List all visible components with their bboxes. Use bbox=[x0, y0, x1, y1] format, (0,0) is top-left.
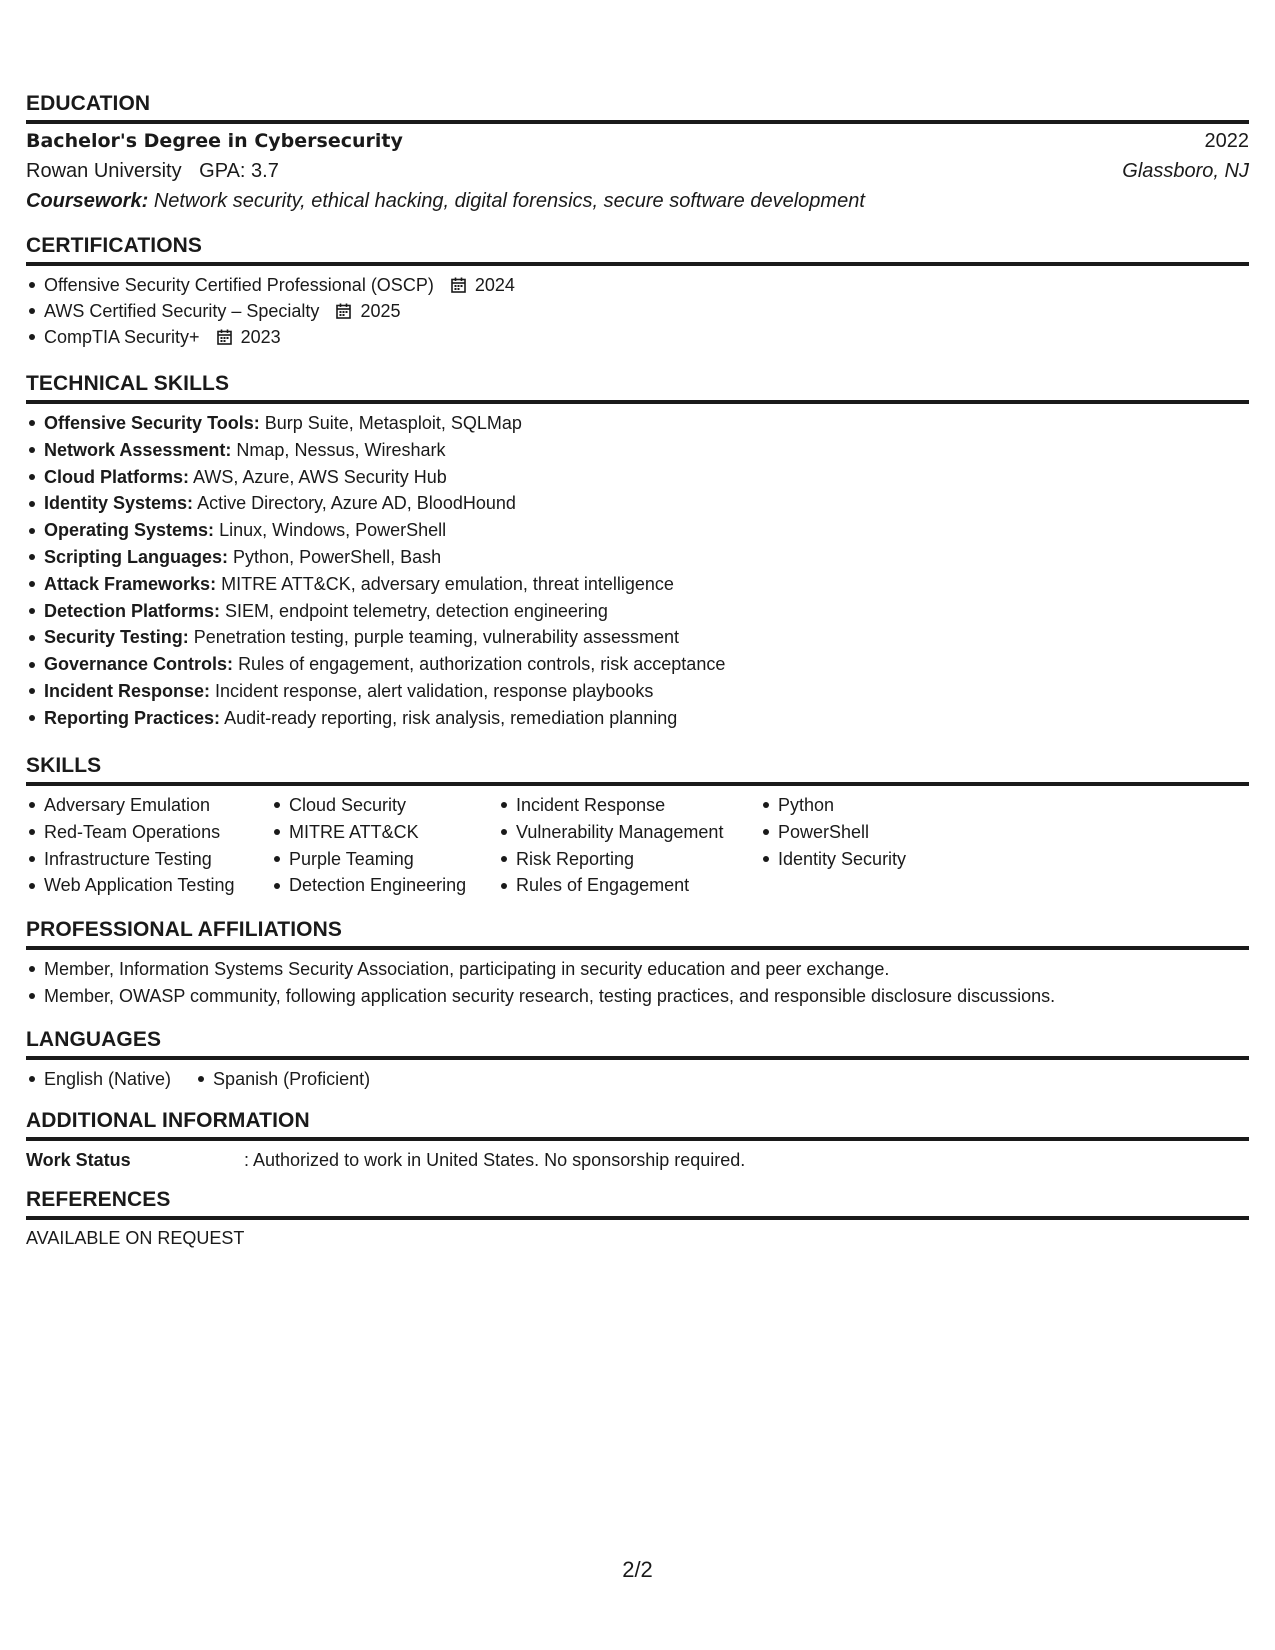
list-item bbox=[26, 598, 1249, 625]
list-item: Purple Teaming bbox=[271, 846, 466, 873]
skill-category-label: Operating Systems: bbox=[44, 520, 215, 541]
list-item: English (Native) bbox=[26, 1066, 171, 1092]
list-item: Identity Security bbox=[760, 846, 906, 873]
list-item: Adversary Emulation bbox=[26, 792, 234, 819]
affiliations-heading: PROFESSIONAL AFFILIATIONS bbox=[26, 918, 1249, 950]
list-item bbox=[26, 624, 1249, 651]
cert-name: Offensive Security Certified Professional (OSCP) bbox=[44, 275, 434, 295]
school-line bbox=[26, 160, 279, 183]
affiliations-list bbox=[26, 956, 1249, 1010]
skill-category-label: Scripting Languages: bbox=[44, 546, 229, 567]
list-item bbox=[26, 437, 1249, 464]
skill-category-value: AWS, Azure, AWS Security Hub bbox=[193, 466, 447, 487]
cert-name: CompTIA Security+ bbox=[44, 327, 200, 347]
page-number: 2/2 bbox=[622, 1557, 653, 1582]
list-item bbox=[26, 678, 1249, 705]
skill-category-value: SIEM, endpoint telemetry, detection engineering bbox=[225, 600, 608, 621]
technical-skills-section bbox=[26, 372, 1249, 732]
skill-category-value: Linux, Windows, PowerShell bbox=[219, 520, 447, 541]
list-item bbox=[26, 571, 1249, 598]
list-item bbox=[26, 410, 1249, 437]
skill-category-value: Nmap, Nessus, Wireshark bbox=[236, 439, 446, 460]
skill-category-label: Identity Systems: bbox=[44, 493, 194, 514]
skill-category-label: Security Testing: bbox=[44, 627, 189, 648]
languages-section bbox=[26, 1028, 1249, 1092]
list-item: Red-Team Operations bbox=[26, 819, 234, 846]
list-item bbox=[26, 464, 1249, 491]
additional-info-section bbox=[26, 1109, 1249, 1173]
skills-section bbox=[26, 754, 1249, 900]
skill-category-label: Offensive Security Tools: bbox=[44, 413, 260, 433]
cert-year: 2025 bbox=[360, 301, 401, 321]
skills-column bbox=[498, 792, 723, 899]
list-item: Risk Reporting bbox=[498, 846, 723, 873]
list-item bbox=[26, 272, 1249, 298]
certifications-heading: CERTIFICATIONS bbox=[26, 234, 1249, 266]
cert-year: 2024 bbox=[474, 275, 515, 295]
list-item: Python bbox=[760, 792, 906, 819]
skill-category-label: Attack Frameworks: bbox=[44, 573, 217, 594]
languages-list bbox=[26, 1066, 1249, 1092]
school-location: Glassboro, NJ bbox=[1122, 160, 1249, 182]
skill-category-label: Governance Controls: bbox=[44, 654, 234, 675]
certifications-list bbox=[26, 272, 1249, 350]
list-item: Infrastructure Testing bbox=[26, 846, 234, 873]
calendar-icon bbox=[217, 329, 232, 345]
additional-info-heading: ADDITIONAL INFORMATION bbox=[26, 1109, 1249, 1141]
list-item: Rules of Engagement bbox=[498, 872, 723, 899]
affiliations-section bbox=[26, 918, 1249, 1010]
skill-category-label: Cloud Platforms: bbox=[44, 466, 190, 487]
skills-grid bbox=[26, 792, 1249, 900]
list-item: Member, OWASP community, following application security research, testing practices, and responsible disclosure discussions. bbox=[26, 983, 1249, 1010]
skill-category-label: Network Assessment: bbox=[44, 439, 232, 460]
skills-column bbox=[26, 792, 234, 899]
skill-category-value: Burp Suite, Metasploit, SQLMap bbox=[264, 413, 522, 433]
technical-skills-list bbox=[26, 410, 1249, 732]
references-heading: REFERENCES bbox=[26, 1188, 1249, 1220]
skill-category-value: Python, PowerShell, Bash bbox=[233, 546, 442, 567]
list-item: MITRE ATT&CK bbox=[271, 819, 466, 846]
skills-heading: SKILLS bbox=[26, 754, 1249, 786]
list-item bbox=[26, 490, 1249, 517]
list-item bbox=[26, 705, 1249, 732]
references-section bbox=[26, 1188, 1249, 1249]
list-item: Vulnerability Management bbox=[498, 819, 723, 846]
list-item: Detection Engineering bbox=[271, 872, 466, 899]
cert-year: 2023 bbox=[240, 327, 281, 347]
degree-title: Bachelor's Degree in Cybersecurity bbox=[26, 130, 403, 152]
certifications-section bbox=[26, 234, 1249, 350]
list-item: Incident Response bbox=[498, 792, 723, 819]
references-text: AVAILABLE ON REQUEST bbox=[26, 1228, 245, 1248]
languages-heading: LANGUAGES bbox=[26, 1028, 1249, 1060]
list-item bbox=[26, 324, 1249, 350]
skill-category-value: Penetration testing, purple teaming, vulnerability assessment bbox=[193, 627, 679, 648]
coursework-line bbox=[26, 190, 1249, 220]
skill-category-label: Reporting Practices: bbox=[44, 707, 221, 728]
calendar-icon bbox=[451, 277, 466, 293]
list-item: Spanish (Proficient) bbox=[195, 1066, 370, 1092]
calendar-icon bbox=[336, 303, 351, 319]
skill-category-value: Incident response, alert validation, response playbooks bbox=[215, 680, 654, 701]
list-item bbox=[26, 651, 1249, 678]
coursework-label: Coursework: bbox=[26, 190, 149, 212]
list-item: Cloud Security bbox=[271, 792, 466, 819]
gpa: GPA: 3.7 bbox=[199, 160, 279, 182]
skill-category-label: Incident Response: bbox=[44, 680, 211, 701]
cert-name: AWS Certified Security – Specialty bbox=[44, 301, 320, 321]
education-section bbox=[26, 92, 1249, 220]
list-item: PowerShell bbox=[760, 819, 906, 846]
skill-category-label: Detection Platforms: bbox=[44, 600, 221, 621]
skills-column bbox=[760, 792, 906, 872]
list-item bbox=[26, 544, 1249, 571]
graduation-year: 2022 bbox=[1204, 130, 1249, 152]
work-status-label: Work Status bbox=[26, 1150, 131, 1170]
skill-category-value: MITRE ATT&CK, adversary emulation, threat intelligence bbox=[221, 573, 674, 594]
skill-category-value: Rules of engagement, authorization controls, risk acceptance bbox=[238, 654, 726, 675]
work-status-row bbox=[26, 1147, 1249, 1173]
skill-category-value: Audit-ready reporting, risk analysis, remediation planning bbox=[224, 707, 678, 728]
work-status-value: : Authorized to work in United States. No sponsorship required. bbox=[244, 1150, 746, 1170]
skills-column bbox=[271, 792, 466, 899]
education-heading: EDUCATION bbox=[26, 92, 1249, 124]
list-item: Member, Information Systems Security Association, participating in security education and peer exchange. bbox=[26, 956, 1249, 983]
coursework-text: Network security, ethical hacking, digital forensics, secure software development bbox=[153, 190, 865, 212]
list-item: Web Application Testing bbox=[26, 872, 234, 899]
technical-skills-heading: TECHNICAL SKILLS bbox=[26, 372, 1249, 404]
skill-category-value: Active Directory, Azure AD, BloodHound bbox=[197, 493, 516, 514]
list-item bbox=[26, 298, 1249, 324]
list-item bbox=[26, 517, 1249, 544]
school-name: Rowan University bbox=[26, 160, 182, 182]
